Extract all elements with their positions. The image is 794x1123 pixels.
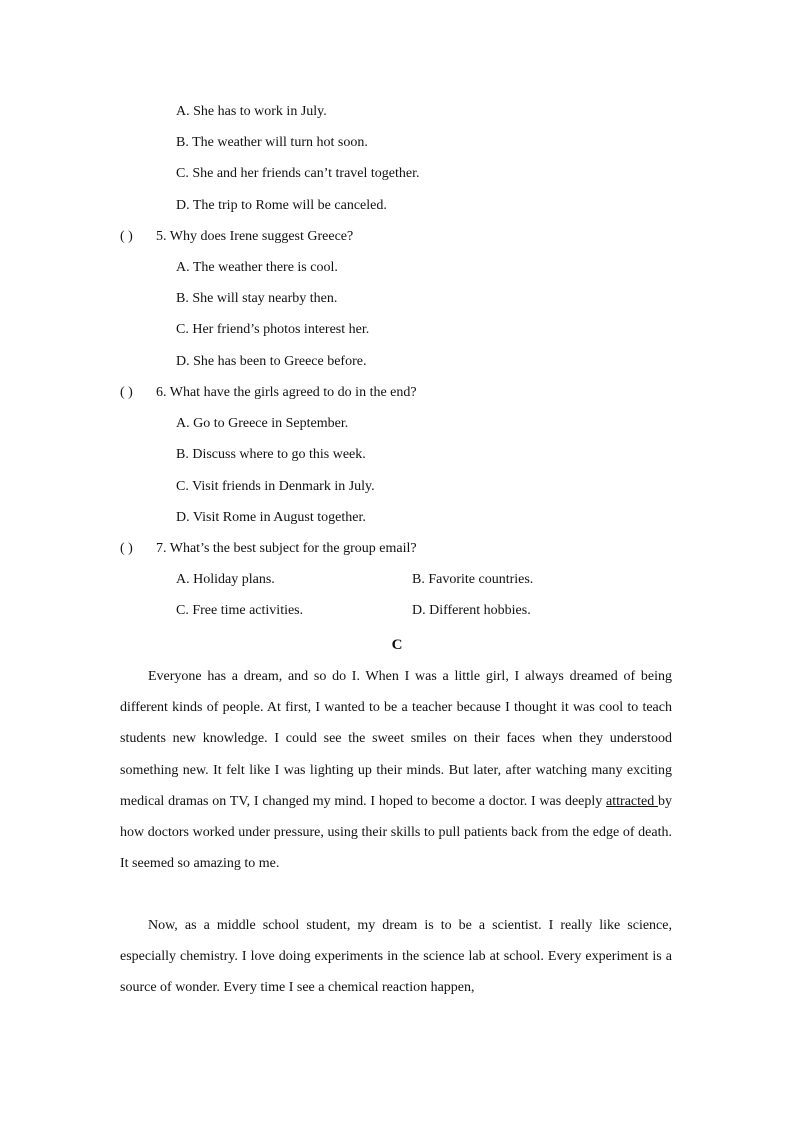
q5-option-d: D. She has been to Greece before. <box>176 354 367 369</box>
underlined-word: attracted <box>606 793 658 809</box>
passage-paragraph-1 <box>120 661 672 879</box>
q4-option-a: A. She has to work in July. <box>176 104 327 119</box>
q6-stem: 6. What have the girls agreed to do in the end? <box>156 385 417 400</box>
q6-question <box>120 385 417 401</box>
q7-answer-blank: ( ) <box>120 541 133 556</box>
q5-stem: 5. Why does Irene suggest Greece? <box>156 229 354 244</box>
q6-answer-blank: ( ) <box>120 385 133 400</box>
passage-paragraph-2: Now, as a middle school student, my dream is to be a scientist. I really like science, especially chemistry. I love doing experiments in the science lab at school. Every experiment is a source of wonder. Every time I see a chemical reaction happen, <box>120 918 672 996</box>
q6-option-c: C. Visit friends in Denmark in July. <box>176 479 375 494</box>
q5-answer-blank: ( ) <box>120 229 133 244</box>
q6-option-d: D. Visit Rome in August together. <box>176 510 366 525</box>
q7-option-d: D. Different hobbies. <box>412 603 531 618</box>
q5-option-a: A. The weather there is cool. <box>176 260 338 275</box>
q5-question <box>120 229 353 245</box>
q7-question <box>120 541 417 557</box>
q7-option-a: A. Holiday plans. <box>176 572 275 587</box>
q6-option-b: B. Discuss where to go this week. <box>176 447 366 462</box>
q7-option-c: C. Free time activities. <box>176 603 304 618</box>
section-c-heading: C <box>391 637 403 653</box>
passage-p1-text-before: Everyone has a dream, and so do I. When I was a little girl, I always dreamed of being different kinds of people. At first, I wanted to be a teacher because I thought it was cool to teach students new knowledge. I could see the sweet smiles on their faces when they understood something new. It felt like I was lighting up their minds. But later, after watching many exciting medical dramas on TV, I changed my mind. I hoped to become a doctor. I was deeply <box>120 669 672 809</box>
q7-stem: 7. What’s the best subject for the group email? <box>156 541 417 556</box>
q6-option-a: A. Go to Greece in September. <box>176 416 349 431</box>
q7-option-b: B. Favorite countries. <box>412 572 534 587</box>
q5-option-c: C. Her friend’s photos interest her. <box>176 322 370 337</box>
q4-option-d: D. The trip to Rome will be canceled. <box>176 198 387 213</box>
q5-option-b: B. She will stay nearby then. <box>176 291 338 306</box>
q4-option-b: B. The weather will turn hot soon. <box>176 135 368 150</box>
q4-option-c: C. She and her friends can’t travel together. <box>176 166 420 181</box>
passage-p1-text-after: by how doctors worked under pressure, using their skills to pull patients back from the edge of death. It seemed so amazing to me. <box>120 793 672 872</box>
